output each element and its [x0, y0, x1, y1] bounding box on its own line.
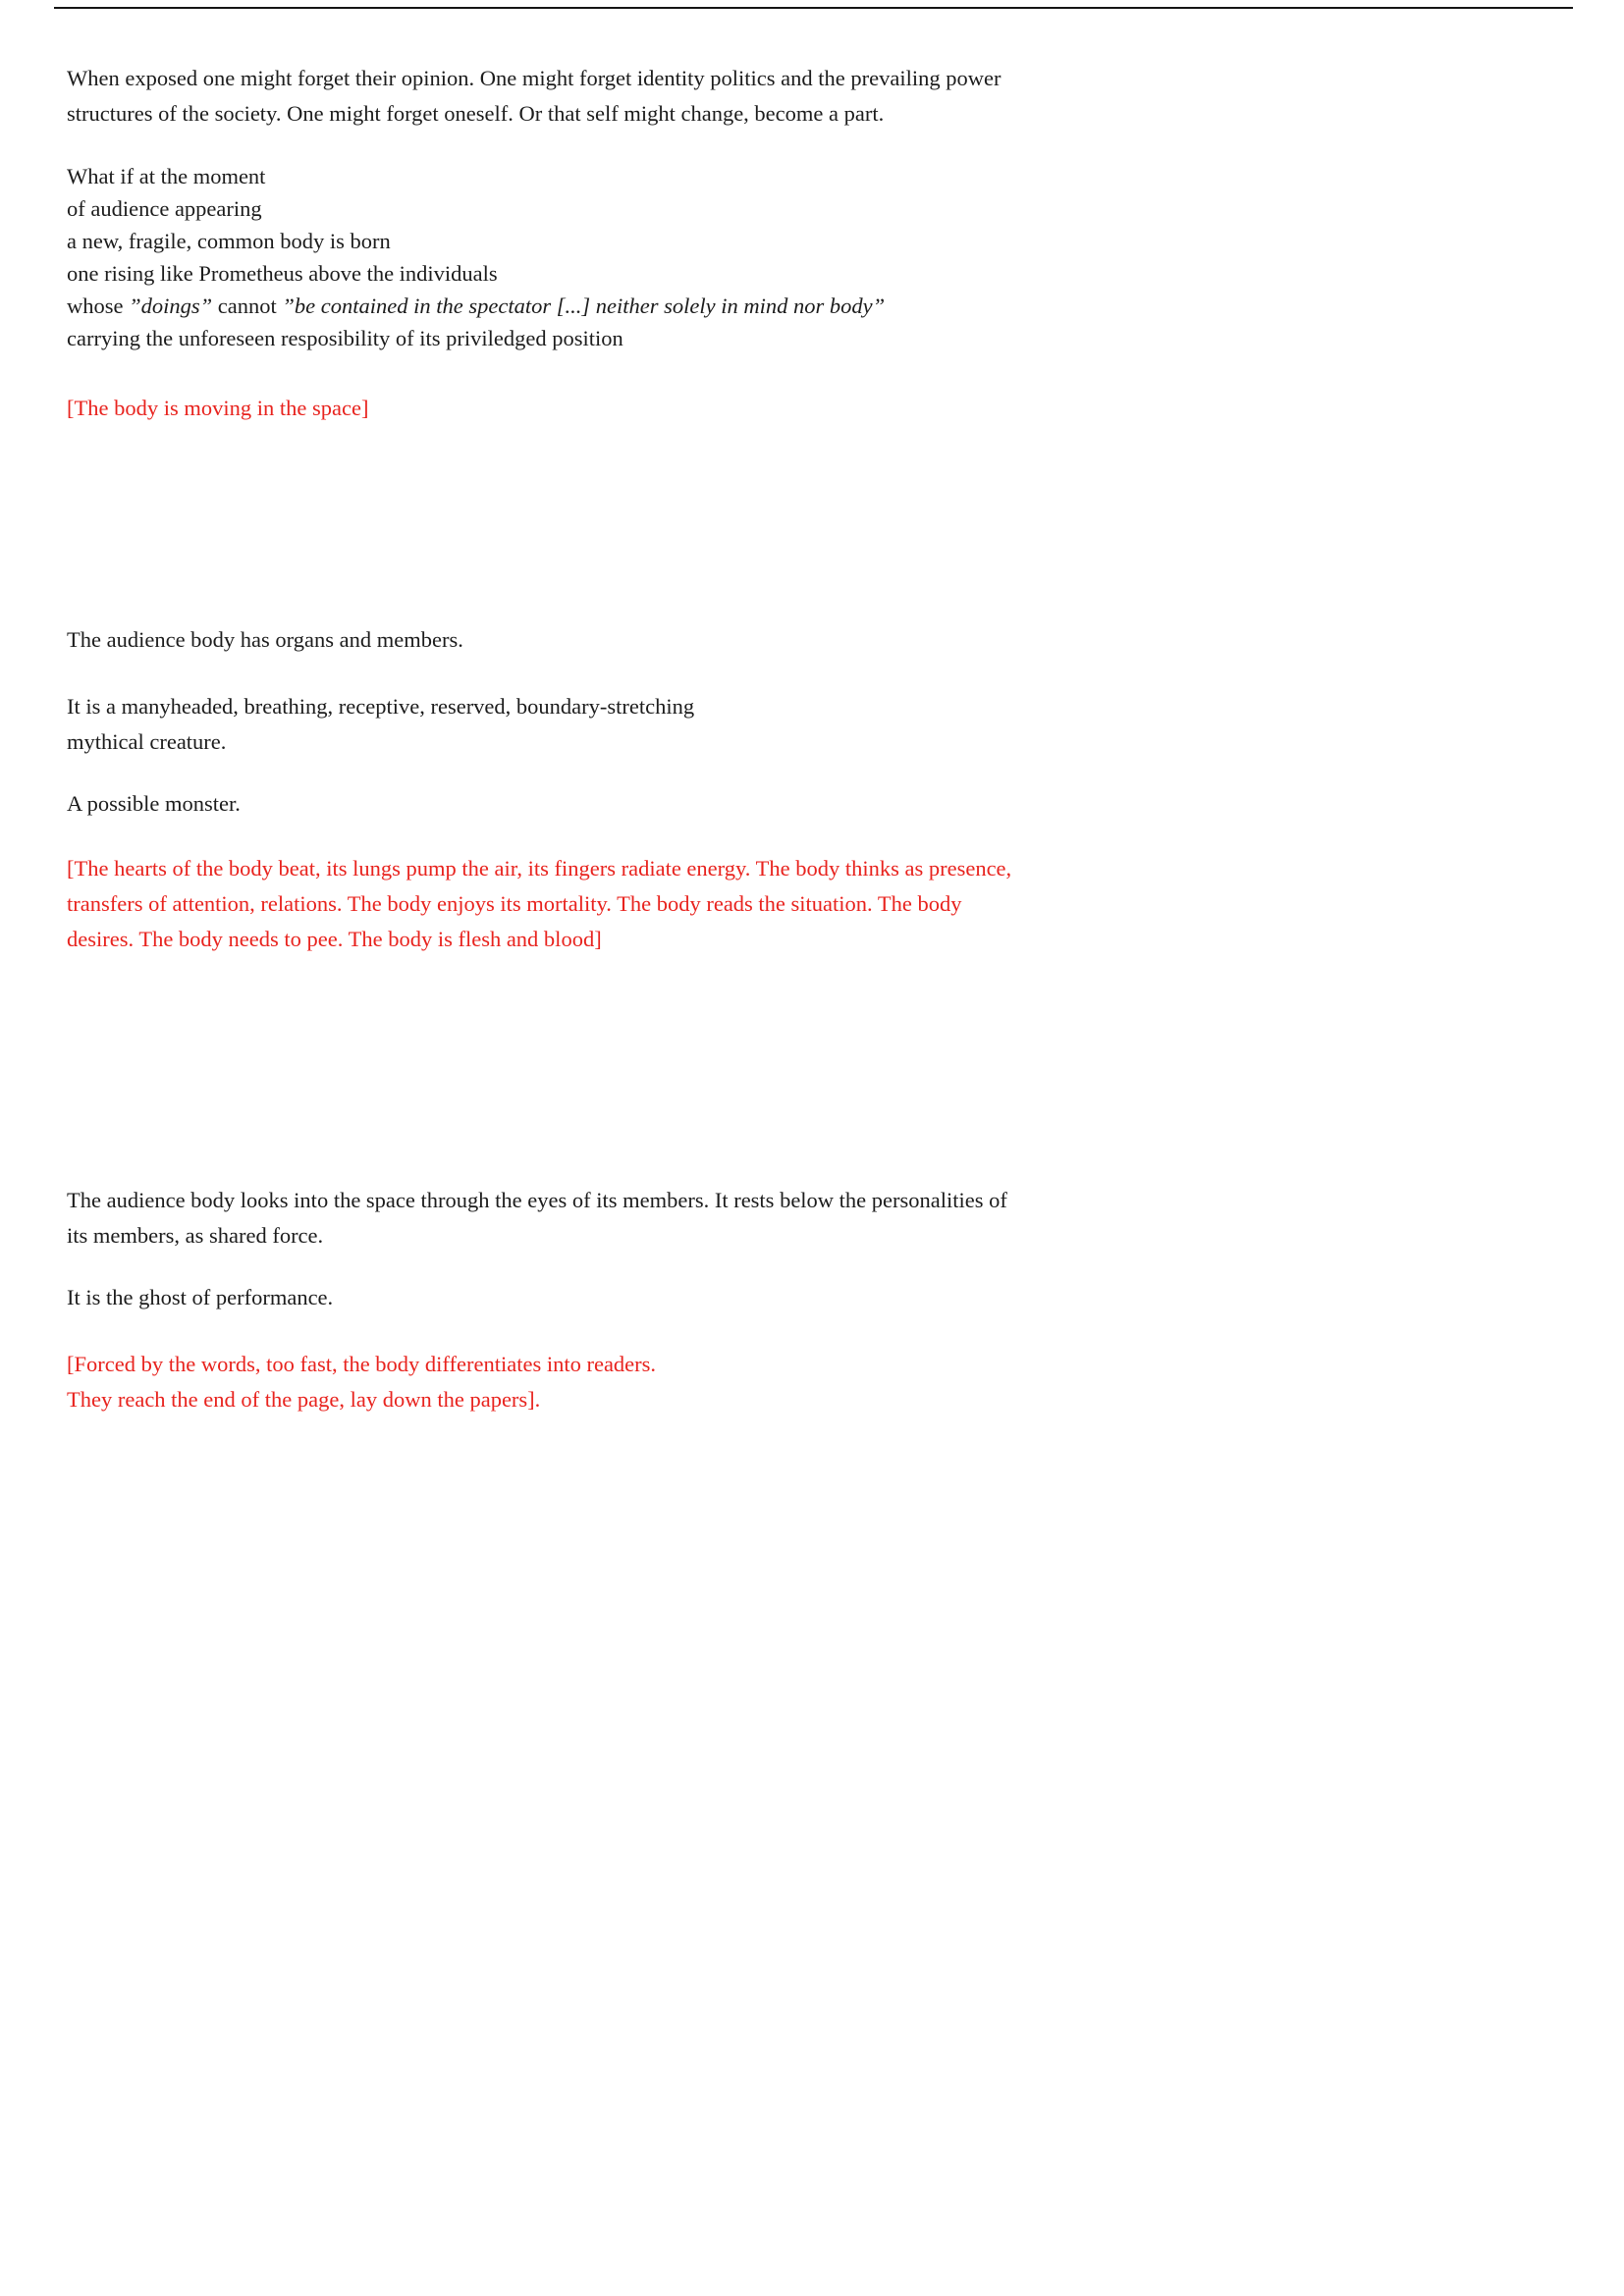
- stanza-line-6: carrying the unforeseen resposibility of its priviledged position: [67, 326, 623, 350]
- stage-direction-1: [The body is moving in the space]: [67, 396, 369, 420]
- stanza-line-4: one rising like Prometheus above the individuals: [67, 261, 498, 286]
- stanza: [67, 160, 1024, 354]
- stanza-line-2: of audience appearing: [67, 196, 262, 221]
- stanza-line-5-run-1: whose: [67, 294, 130, 318]
- stanza-line-1: What if at the moment: [67, 164, 266, 188]
- stanza-line-5: [67, 290, 1024, 322]
- paragraph-organs: The audience body has organs and members.: [67, 627, 463, 652]
- stage-direction-3-line-1: [Forced by the words, too fast, the body differentiates into readers.: [67, 1352, 657, 1376]
- stage-direction-3-line-2: They reach the end of the page, lay down the papers].: [67, 1387, 541, 1412]
- stanza-line-5-quote-doings: ”doings”: [129, 294, 213, 318]
- paragraph-ghost: It is the ghost of performance.: [67, 1285, 334, 1309]
- paragraph-opening: When exposed one might forget their opinion. One might forget identity politics and the prevailing power structures of the society. One might forget oneself. Or that self might change, become a part.: [67, 66, 1001, 126]
- stanza-line-5-quote-spectator: ”be contained in the spectator [...] neither solely in mind nor body”: [282, 294, 886, 318]
- paragraph-manyheaded: [67, 689, 1024, 760]
- paragraph-monster: A possible monster.: [67, 791, 241, 816]
- stanza-line-3: a new, fragile, common body is born: [67, 229, 391, 253]
- paragraph-manyheaded-line-2: mythical creature.: [67, 729, 227, 754]
- stanza-line-5-run-3: cannot: [212, 294, 283, 318]
- paragraph-eyes: The audience body looks into the space through the eyes of its members. It rests below the personalities of its members, as shared force.: [67, 1188, 1007, 1248]
- stage-direction-2: [The hearts of the body beat, its lungs pump the air, its fingers radiate energy. The body thinks as presence, transfers of attention, relations. The body enjoys its mortality. The body reads the situation. The body desires. The body needs to pee. The body is flesh and blood]: [67, 856, 1012, 951]
- paragraph-manyheaded-line-1: It is a manyheaded, breathing, receptive, reserved, boundary-stretching: [67, 694, 695, 719]
- stage-direction-3: [67, 1347, 1024, 1417]
- page-top-rule: [54, 7, 1573, 9]
